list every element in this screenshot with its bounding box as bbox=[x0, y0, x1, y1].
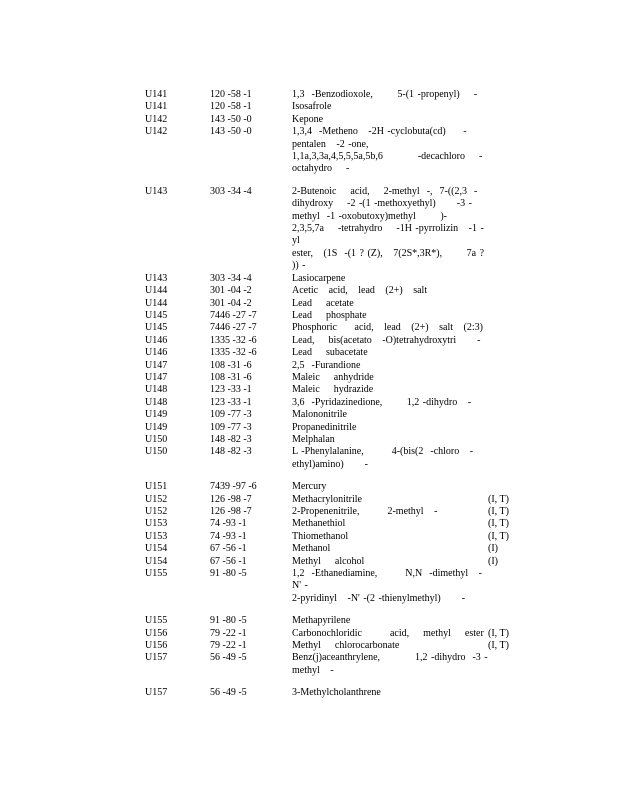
waste-code-cell: U142 bbox=[145, 126, 168, 138]
substance-name-cell: Malononitrile bbox=[292, 409, 347, 421]
waste-code-cell: U144 bbox=[145, 285, 168, 297]
substance-name-cell: Kepone bbox=[292, 113, 324, 125]
cas-number-cell: 108 -31 -6 bbox=[210, 371, 252, 383]
waste-code-cell: U142 bbox=[145, 113, 168, 125]
substance-name-cell: 2-Butenoic acid, 2-methyl -, 7-((2,3 - dihydroxy -2 -(1 -methoxyethyl) -3 - methyl -1 -oxobutoxy)methyl )- 2,3,5,7a -tetrahydro -1H -pyrrolizin -1 -yl ester, (1S -(1 ? (Z), 7(2S*,3R*), 7a ? )) - bbox=[292, 185, 485, 272]
cas-number-cell: 123 -33 -1 bbox=[210, 384, 252, 396]
substance-name-cell: 2,5 -Furandione bbox=[292, 359, 361, 371]
waste-code-cell: U154 bbox=[145, 543, 168, 555]
cas-number-cell: 7446 -27 -7 bbox=[210, 322, 257, 334]
waste-code-cell: U156 bbox=[145, 627, 168, 639]
cas-number-cell: 148 -82 -3 bbox=[210, 446, 252, 458]
cas-number-cell: 301 -04 -2 bbox=[210, 297, 252, 309]
substance-name-cell: Isosafrole bbox=[292, 101, 332, 113]
cas-number-cell: 120 -58 -1 bbox=[210, 89, 252, 100]
cas-number-cell: 109 -77 -3 bbox=[210, 409, 252, 421]
waste-code-cell: U146 bbox=[145, 334, 168, 346]
cas-number-cell: 56 -49 -5 bbox=[210, 652, 247, 664]
waste-code-cell: U141 bbox=[145, 89, 168, 100]
cas-number-cell: 79 -22 -1 bbox=[210, 640, 247, 652]
cas-number-cell: 120 -58 -1 bbox=[210, 101, 252, 113]
substance-name-cell: Phosphoric acid, lead (2+) salt (2:3) bbox=[292, 322, 483, 334]
table-row bbox=[145, 126, 525, 176]
table-row bbox=[145, 518, 525, 530]
substance-name-cell: 1,2 -Ethanediamine, N,N -dimethyl -N' - 2-pyridinyl -N' -(2 -thienylmethyl) - bbox=[292, 568, 482, 604]
cas-number-cell: 74 -93 -1 bbox=[210, 530, 247, 542]
waste-code-cell: U147 bbox=[145, 371, 168, 383]
waste-code-cell: U146 bbox=[145, 347, 168, 359]
substance-name-cell: Methapyrilene bbox=[292, 615, 351, 627]
table-row bbox=[145, 543, 525, 555]
cas-number-cell: 74 -93 -1 bbox=[210, 518, 247, 530]
substance-name-cell: Methanethiol bbox=[292, 518, 346, 530]
cas-number-cell: 1335 -32 -6 bbox=[210, 334, 257, 346]
substance-name-cell: 2-Propenenitrile, 2-methyl - bbox=[292, 506, 438, 517]
cas-number-cell: 109 -77 -3 bbox=[210, 421, 252, 433]
substance-name-cell: Melphalan bbox=[292, 433, 335, 445]
table-row bbox=[145, 506, 525, 518]
table-row bbox=[145, 434, 525, 446]
waste-code-cell: U150 bbox=[145, 446, 168, 458]
table-row bbox=[145, 640, 525, 652]
table-row bbox=[145, 568, 525, 605]
table-row bbox=[145, 531, 525, 543]
cas-number-cell: 79 -22 -1 bbox=[210, 627, 247, 639]
table-row bbox=[145, 481, 525, 493]
cas-number-cell: 126 -98 -7 bbox=[210, 493, 252, 505]
table-row bbox=[145, 335, 525, 347]
table-row bbox=[145, 372, 525, 384]
waste-code-cell: U155 bbox=[145, 568, 168, 580]
waste-code-cell: U153 bbox=[145, 518, 168, 530]
table-row bbox=[145, 446, 525, 471]
cas-number-cell: 1335 -32 -6 bbox=[210, 347, 257, 359]
table-row bbox=[145, 687, 525, 699]
waste-code-cell: U154 bbox=[145, 555, 168, 567]
waste-code-cell: U145 bbox=[145, 309, 168, 321]
cas-number-cell: 7439 -97 -6 bbox=[210, 481, 257, 493]
waste-code-cell: U148 bbox=[145, 384, 168, 396]
substance-name-cell: Propanedinitrile bbox=[292, 421, 357, 433]
waste-code-cell: U157 bbox=[145, 687, 168, 699]
waste-code-cell: U151 bbox=[145, 481, 168, 493]
waste-code-cell: U145 bbox=[145, 322, 168, 334]
substance-name-cell: Methanol bbox=[292, 543, 331, 555]
cas-number-cell: 123 -33 -1 bbox=[210, 396, 252, 408]
hazardous-waste-table bbox=[145, 89, 525, 700]
substance-name-cell: Methyl chlorocarbonate bbox=[292, 640, 400, 652]
table-row bbox=[145, 397, 525, 409]
cas-number-cell: 301 -04 -2 bbox=[210, 285, 252, 297]
substance-name-cell: Lead phosphate bbox=[292, 309, 367, 321]
hazard-flag-cell: (I, T) bbox=[488, 518, 509, 530]
table-row bbox=[145, 322, 525, 334]
table-row bbox=[145, 494, 525, 506]
waste-code-cell: U144 bbox=[145, 297, 168, 309]
table-row bbox=[145, 360, 525, 372]
waste-code-cell: U155 bbox=[145, 615, 168, 627]
substance-name-cell: 1,3,4 -Metheno -2H -cyclobuta(cd) - pentalen -2 -one, 1,1a,3,3a,4,5,5,5a,5b,6 -decachloro - octahydro - bbox=[292, 126, 483, 175]
waste-code-cell: U141 bbox=[145, 101, 168, 113]
waste-code-cell: U143 bbox=[145, 272, 168, 284]
table-row bbox=[145, 101, 525, 113]
cas-number-cell: 67 -56 -1 bbox=[210, 555, 247, 567]
hazard-flag-cell: (I, T) bbox=[488, 640, 509, 652]
cas-number-cell: 303 -34 -4 bbox=[210, 272, 252, 284]
substance-name-cell: Maleic hydrazide bbox=[292, 384, 374, 396]
cas-number-cell: 56 -49 -5 bbox=[210, 687, 247, 699]
cas-number-cell: 108 -31 -6 bbox=[210, 359, 252, 371]
waste-code-cell: U149 bbox=[145, 421, 168, 433]
waste-code-cell: U152 bbox=[145, 506, 168, 517]
substance-name-cell: L -Phenylalanine, 4-(bis(2 -chloro - ethyl)amino) - bbox=[292, 446, 474, 470]
cas-number-cell: 303 -34 -4 bbox=[210, 185, 252, 197]
table-row bbox=[145, 114, 525, 126]
hazard-flag-cell: (I) bbox=[488, 555, 498, 567]
table-row bbox=[145, 628, 525, 640]
table-row bbox=[145, 347, 525, 359]
substance-name-cell: Acetic acid, lead (2+) salt bbox=[292, 285, 428, 297]
table-row bbox=[145, 384, 525, 396]
table-row bbox=[145, 273, 525, 285]
waste-code-cell: U149 bbox=[145, 409, 168, 421]
substance-name-cell: Benz(j)aceanthrylene, 1,2 -dihydro -3 - methyl - bbox=[292, 652, 488, 676]
waste-code-cell: U143 bbox=[145, 185, 168, 197]
hazard-flag-cell: (I) bbox=[488, 543, 498, 555]
table-row bbox=[145, 615, 525, 627]
waste-code-cell: U157 bbox=[145, 652, 168, 664]
waste-code-cell: U150 bbox=[145, 433, 168, 445]
substance-name-cell: Lasiocarpene bbox=[292, 272, 346, 284]
substance-name-cell: 1,3 -Benzodioxole, 5-(1 -propenyl) - bbox=[292, 89, 478, 100]
substance-name-cell: 3-Methylcholanthrene bbox=[292, 687, 381, 699]
cas-number-cell: 143 -50 -0 bbox=[210, 113, 252, 125]
substance-name-cell: Maleic anhydride bbox=[292, 371, 374, 383]
hazard-flag-cell: (I, T) bbox=[488, 627, 509, 639]
table-row bbox=[145, 422, 525, 434]
substance-name-cell: Carbonochloridic acid, methyl ester bbox=[292, 627, 484, 639]
substance-name-cell: Mercury bbox=[292, 481, 327, 493]
substance-name-cell: Methacrylonitrile bbox=[292, 493, 362, 505]
waste-code-cell: U147 bbox=[145, 359, 168, 371]
waste-code-cell: U153 bbox=[145, 530, 168, 542]
table-row bbox=[145, 285, 525, 297]
table-row bbox=[145, 298, 525, 310]
waste-code-cell: U152 bbox=[145, 493, 168, 505]
table-row bbox=[145, 310, 525, 322]
cas-number-cell: 143 -50 -0 bbox=[210, 126, 252, 138]
table-row bbox=[145, 89, 525, 101]
cas-number-cell: 148 -82 -3 bbox=[210, 433, 252, 445]
cas-number-cell: 67 -56 -1 bbox=[210, 543, 247, 555]
substance-name-cell: Methyl alcohol bbox=[292, 555, 365, 567]
table-row bbox=[145, 556, 525, 568]
substance-name-cell: 3,6 -Pyridazinedione, 1,2 -dihydro - bbox=[292, 396, 472, 408]
table-row bbox=[145, 652, 525, 677]
cas-number-cell: 126 -98 -7 bbox=[210, 506, 252, 517]
table-row bbox=[145, 186, 525, 273]
waste-code-cell: U148 bbox=[145, 396, 168, 408]
substance-name-cell: Thiomethanol bbox=[292, 530, 349, 542]
hazard-flag-cell: (I, T) bbox=[488, 493, 509, 505]
substance-name-cell: Lead subacetate bbox=[292, 347, 368, 359]
hazard-flag-cell: (I, T) bbox=[488, 530, 509, 542]
substance-name-cell: Lead acetate bbox=[292, 297, 354, 309]
cas-number-cell: 7446 -27 -7 bbox=[210, 309, 257, 321]
substance-name-cell: Lead, bis(acetato -O)tetrahydroxytri - bbox=[292, 334, 481, 346]
cas-number-cell: 91 -80 -5 bbox=[210, 568, 247, 580]
cas-number-cell: 91 -80 -5 bbox=[210, 615, 247, 627]
table-row bbox=[145, 409, 525, 421]
hazard-flag-cell: (I, T) bbox=[488, 506, 509, 517]
waste-code-cell: U156 bbox=[145, 640, 168, 652]
